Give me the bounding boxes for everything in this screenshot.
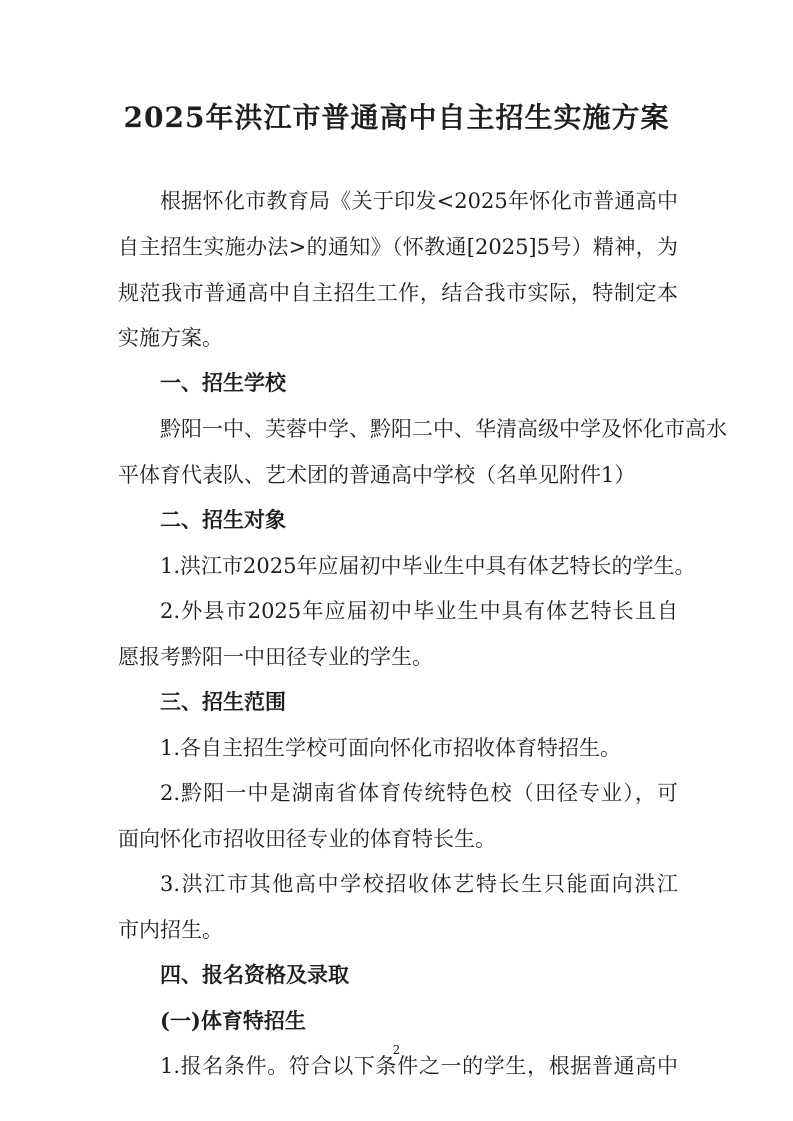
document-title: 2025年洪江市普通高中自主招生实施方案	[123, 101, 670, 134]
section2-item-1: 1.洪江市2025年应届初中毕业生中具有体艺特长的学生。	[160, 554, 696, 578]
section3-item-2-line-1: 2.黔阳一中是湖南省体育传统特色校（田径专业），可	[160, 781, 678, 805]
intro-line-4: 实施方案。	[118, 326, 223, 350]
page-number: 2	[392, 1043, 401, 1057]
intro-line-1: 根据怀化市教育局《关于印发<2025年怀化市普通高中	[160, 189, 678, 213]
section3-item-3-line-2: 市内招生。	[118, 918, 223, 942]
section-heading-1: 一、招生学校	[160, 370, 286, 395]
section2-item-2-line-1: 2.外县市2025年应届初中毕业生中具有体艺特长且自	[160, 599, 678, 623]
section3-item-2-line-2: 面向怀化市招收田径专业的体育特长生。	[118, 827, 496, 851]
section4-item-1: 1.报名条件。符合以下条件之一的学生，根据普通高中	[160, 1054, 678, 1078]
intro-line-3: 规范我市普通高中自主招生工作，结合我市实际，特制定本	[118, 281, 678, 305]
section1-line-2: 平体育代表队、艺术团的普通高中学校（名单见附件1）	[118, 463, 636, 487]
subsection-heading-1: (一)体育特招生	[160, 1008, 306, 1033]
section-heading-4: 四、报名资格及录取	[160, 962, 349, 987]
section3-item-3-line-1: 3.洪江市其他高中学校招收体艺特长生只能面向洪江	[160, 872, 678, 896]
section2-item-2-line-2: 愿报考黔阳一中田径专业的学生。	[118, 645, 433, 669]
section-heading-3: 三、招生范围	[160, 689, 286, 714]
section1-line-1: 黔阳一中、芙蓉中学、黔阳二中、华清高级中学及怀化市高水	[160, 417, 727, 441]
intro-line-2: 自主招生实施办法>的通知》（怀教通[2025]5号）精神，为	[118, 235, 678, 259]
section-heading-2: 二、招生对象	[160, 507, 286, 532]
section3-item-1: 1.各自主招生学校可面向怀化市招收体育特招生。	[160, 736, 622, 760]
